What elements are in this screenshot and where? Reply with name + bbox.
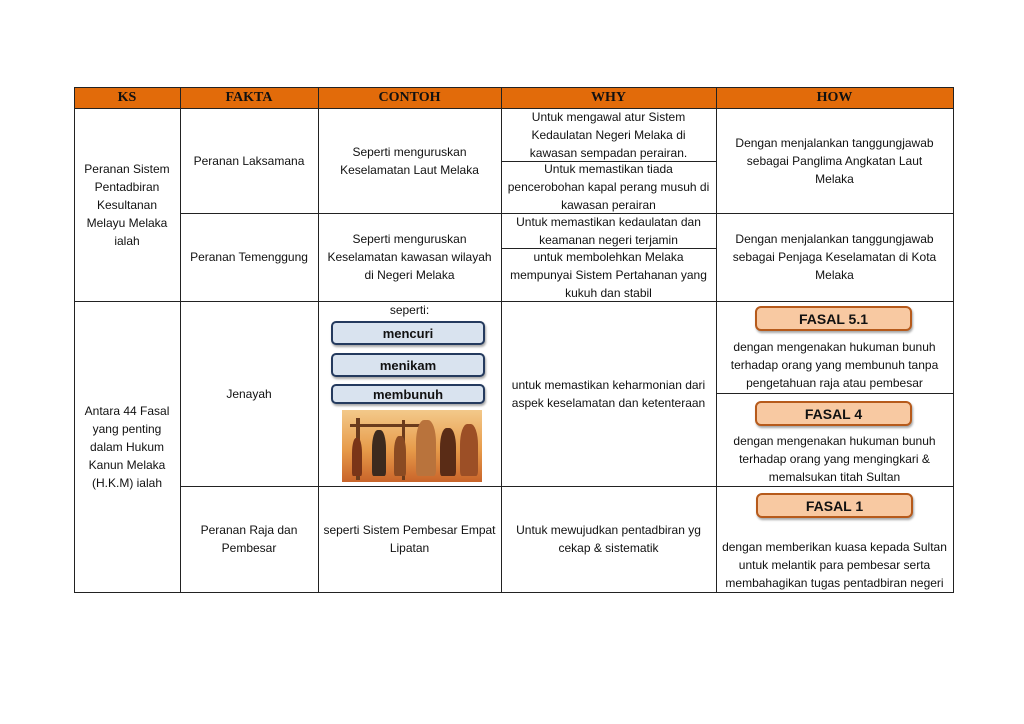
illustration-image (342, 410, 482, 482)
why-temenggung-2: untuk membolehkan Melaka mempunyai Sistem Pertahanan yang kukuh dan stabil (510, 249, 707, 300)
column-divider (318, 87, 319, 593)
fakta-laksamana: Peranan Laksamana (193, 153, 305, 168)
how-split-line (716, 393, 954, 394)
tag-membunuh: membunuh (331, 384, 485, 404)
why-split-line (501, 248, 716, 249)
table-border-right (953, 87, 954, 593)
how-fasal-1-text: dengan memberikan kuasa kepada Sultan untuk melantik para pembesar serta membahagikan tugas pentadbiran negeri (722, 539, 947, 590)
why-temenggung-1: Untuk memastikan kedaulatan dan keamanan negeri terjamin (516, 214, 701, 247)
fasal-4-badge: FASAL 4 (755, 401, 912, 426)
fakta-raja-pembesar: Peranan Raja dan Pembesar (200, 523, 298, 555)
table-border-bottom (74, 592, 954, 593)
row-divider (180, 213, 954, 214)
ks-cell-hukum-kanun: Antara 44 Fasal yang penting dalam Hukum Kanun Melaka (H.K.M) ialah (84, 403, 170, 490)
tag-menikam: menikam (331, 353, 485, 377)
ks-cell-pentadbiran: Peranan Sistem Pentadbiran Kesultanan Melayu Melaka ialah (84, 161, 170, 248)
header-why: WHY (501, 87, 716, 108)
section-divider (74, 301, 954, 302)
contoh-raja-pembesar: seperti Sistem Pembesar Empat Lipatan (323, 523, 496, 555)
row-divider (180, 486, 954, 487)
tag-mencuri: mencuri (331, 321, 485, 345)
header-fakta: FAKTA (180, 87, 318, 108)
why-laksamana-2: Untuk memastikan tiada pencerobohan kapal perang musuh di kawasan perairan (507, 162, 710, 212)
how-temenggung: Dengan menjalankan tanggungjawab sebagai Penjaga Keselamatan di Kota Melaka (732, 232, 937, 282)
column-divider (180, 87, 181, 593)
fakta-jenayah: Jenayah (226, 386, 272, 401)
fasal-5-1-badge: FASAL 5.1 (755, 306, 912, 331)
column-divider (716, 87, 717, 593)
table-border-left (74, 87, 75, 593)
contoh-label-seperti: seperti: (389, 303, 430, 317)
fasal-1-badge: FASAL 1 (756, 493, 913, 518)
column-divider (501, 87, 502, 593)
how-fasal-4-text: dengan mengenakan hukuman bunuh terhadap orang yang mengingkari & memalsukan titah Sultan (733, 433, 936, 484)
header-ks: KS (74, 87, 180, 108)
table-border-top (74, 87, 954, 88)
contoh-laksamana: Seperti menguruskan Keselamatan Laut Melaka (340, 144, 479, 177)
why-laksamana-1: Untuk mengawal atur Sistem Kedaulatan Negeri Melaka di kawasan sempadan perairan. (529, 109, 688, 160)
fakta-temenggung: Peranan Temenggung (190, 250, 308, 264)
header-contoh: CONTOH (318, 87, 501, 108)
header-divider (74, 108, 954, 109)
how-fasal-5-1-text: dengan mengenakan hukuman bunuh terhadap orang yang membunuh tanpa pengetahuan raja atau pembesar (730, 340, 939, 390)
why-split-line (501, 161, 716, 162)
header-how: HOW (716, 87, 953, 108)
how-laksamana: Dengan menjalankan tanggungjawab sebagai Panglima Angkatan Laut Melaka (735, 135, 934, 186)
why-raja-pembesar: Untuk mewujudkan pentadbiran yg cekap & sistematik (516, 523, 701, 555)
contoh-temenggung: Seperti menguruskan Keselamatan kawasan wilayah di Negeri Melaka (327, 232, 492, 282)
why-jenayah: untuk memastikan keharmonian dari aspek keselamatan dan ketenteraan (511, 377, 706, 410)
